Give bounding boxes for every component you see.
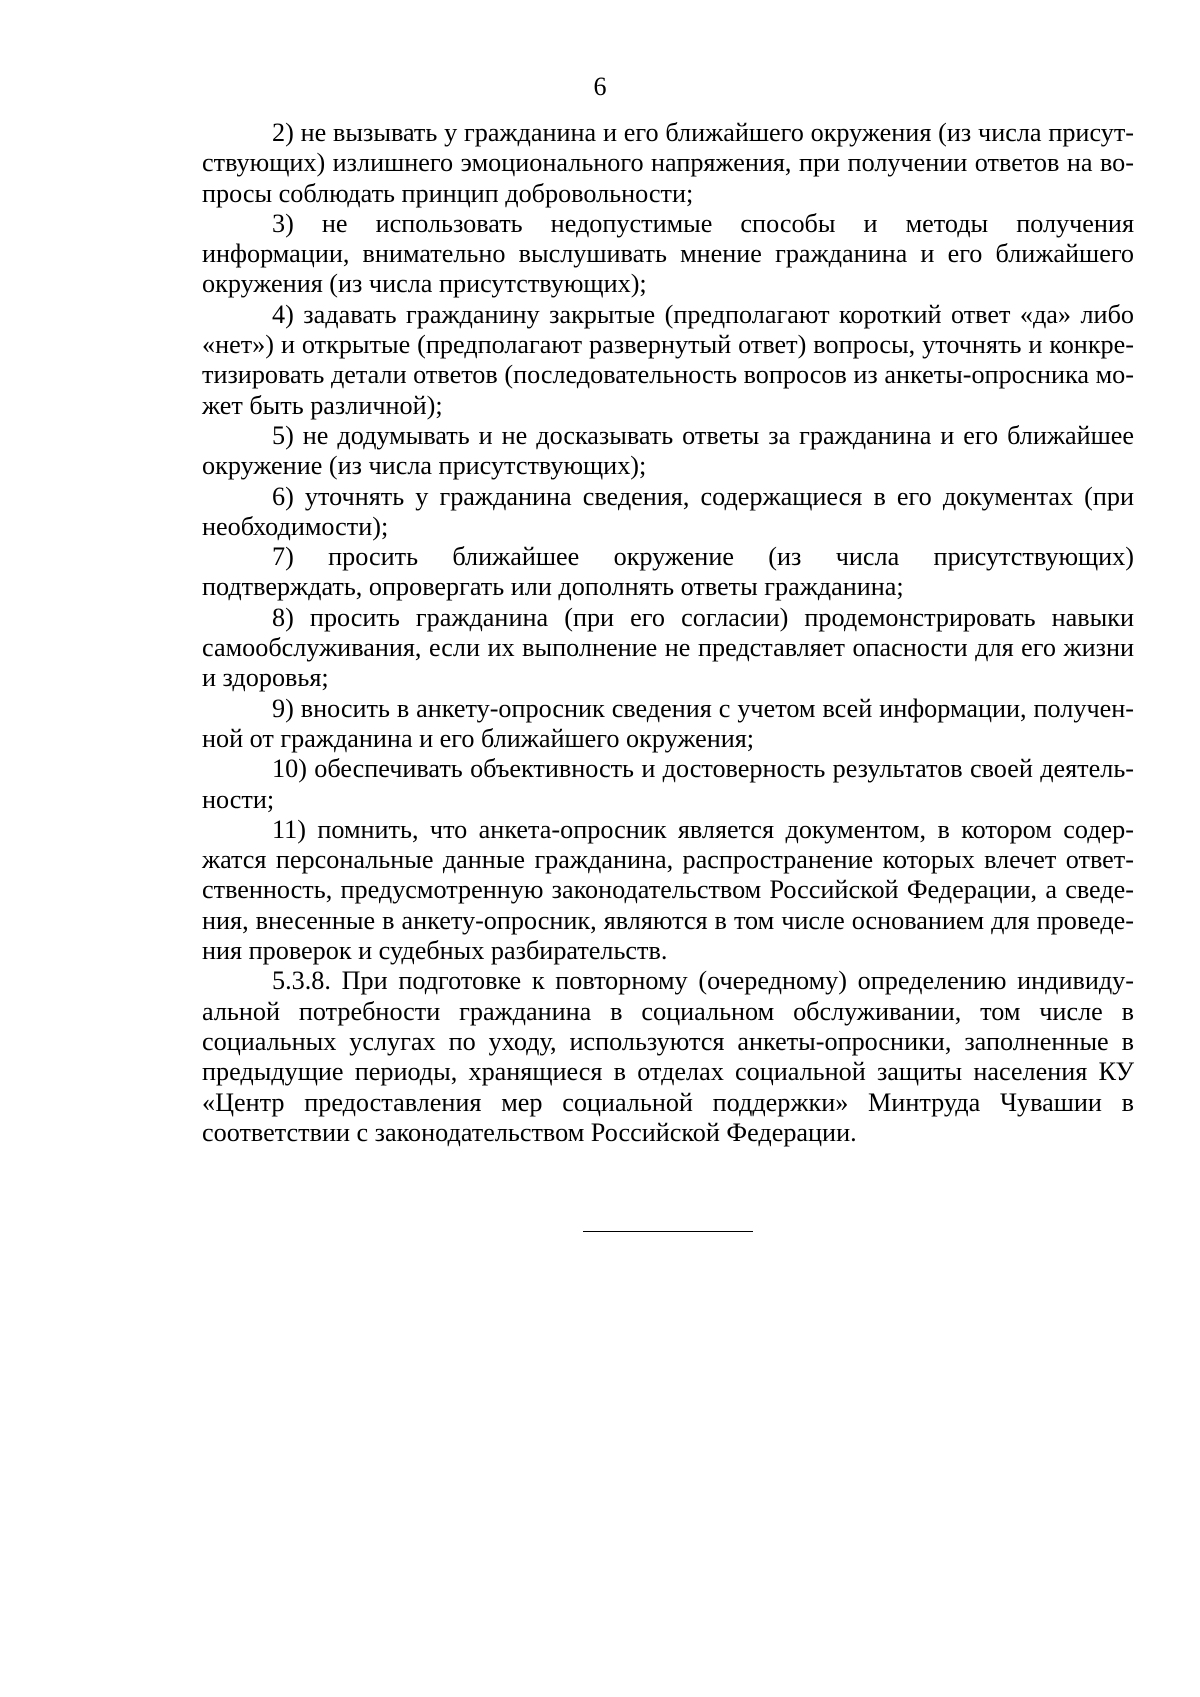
paragraph-item-2: 2) не вызывать у гражданина и его ближайшего окружения (из числа присутствующих) излишнего эмоционального напряжения, при получении ответов на вопросы соблюдать принцип добровольности; <box>202 118 1134 208</box>
paragraph-item-8: 8) просить гражданина (при его согласии) продемонстрировать навыки самообслуживания, если их выполнение не представляет опасности для его жизни и здоровья; <box>202 602 1134 693</box>
paragraph-item-4: 4) задавать гражданину закрытые (предполагают короткий ответ «да» либо «нет») и открытые (предполагают развернутый ответ) вопросы, уточнять и конкретизировать детали ответов (последовательность вопросов из анкеты-опросника может быть различной); <box>202 299 1134 420</box>
page-number: 6 <box>593 72 607 101</box>
paragraph-item-9: 9) вносить в анкету-опросник сведения с учетом всей информации, полученной от гражданина и его ближайшего окружения; <box>202 693 1134 753</box>
end-of-document-rule <box>583 1231 753 1232</box>
paragraph-item-6: 6) уточнять у гражданина сведения, содержащиеся в его документах (при необходимости); <box>202 481 1134 541</box>
document-body <box>202 118 1134 1148</box>
paragraph-section-5-3-8: 5.3.8. При подготовке к повторному (очередному) определению индивидуальной потребности гражданина в социальном обслуживании, том числе в социальных услугах по уходу, используются анкеты-опросники, заполненные в предыдущие периоды, хранящиеся в отделах социальной защиты населения КУ «Центр предоставления мер социальной поддержки» Минтруда Чувашии в соответствии с законодательством Российской Федерации. <box>202 966 1134 1147</box>
paragraph-item-10: 10) обеспечивать объективность и достоверность результатов своей деятельности; <box>202 754 1134 814</box>
paragraph-item-11: 11) помнить, что анкета-опросник является документом, в котором содержатся персональные данные гражданина, распространение которых влечет ответственность, предусмотренную законодательством Российской Федерации, а сведения, внесенные в анкету-опросник, являются в том числе основанием для проведения проверок и судебных разбирательств. <box>202 814 1134 966</box>
paragraph-item-5: 5) не додумывать и не досказывать ответы за гражданина и его ближайшее окружение (из числа присутствующих); <box>202 420 1134 481</box>
paragraph-item-3: 3) не использовать недопустимые способы и методы получения информации, внимательно выслушивать мнение гражданина и его ближайшего окружения (из числа присутствующих); <box>202 208 1134 299</box>
paragraph-item-7: 7) просить ближайшее окружение (из числа присутствующих) подтверждать, опровергать или дополнять ответы гражданина; <box>202 542 1134 602</box>
